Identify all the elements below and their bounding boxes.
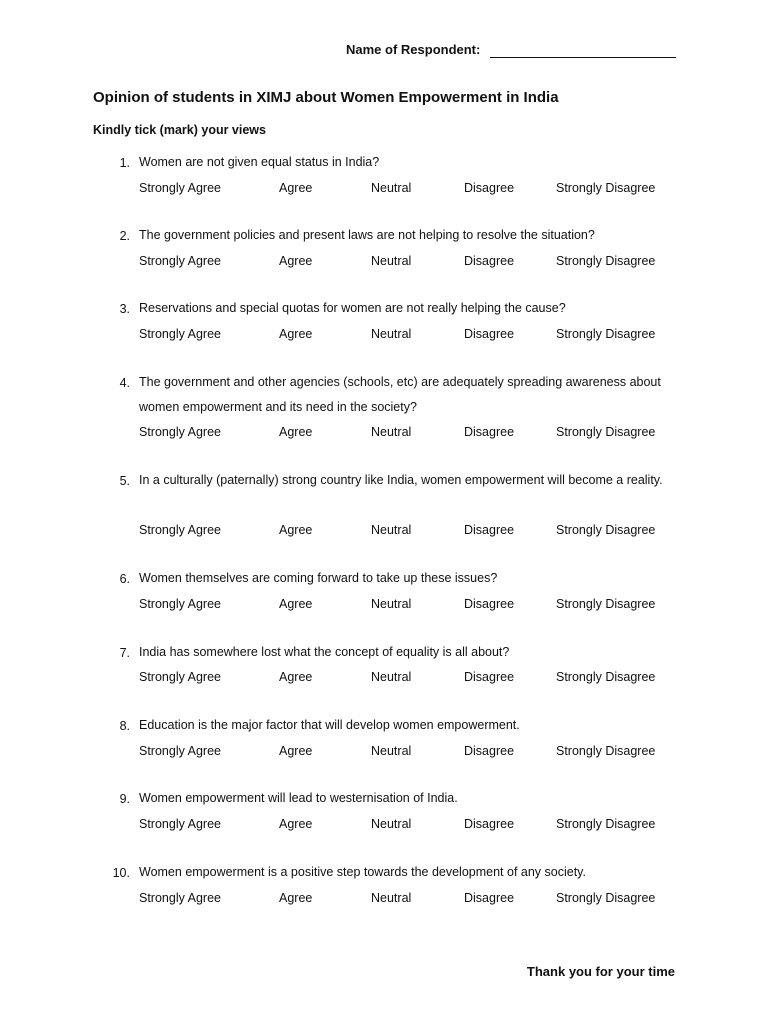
answer-option[interactable]: Disagree xyxy=(464,817,515,831)
question-text: India has somewhere lost what the concept of equality is all about? xyxy=(139,645,510,659)
answer-option[interactable]: Strongly Disagree xyxy=(556,254,656,268)
question-text: Women empowerment will lead to westernisation of India. xyxy=(139,791,458,805)
question-number: 1. xyxy=(119,156,130,170)
answer-option[interactable]: Neutral xyxy=(371,597,412,611)
answer-option[interactable]: Disagree xyxy=(464,744,515,758)
answer-option[interactable]: Strongly Agree xyxy=(139,670,221,684)
answer-option[interactable]: Neutral xyxy=(371,670,412,684)
answer-option[interactable]: Disagree xyxy=(464,891,515,905)
answer-option[interactable]: Agree xyxy=(279,254,313,268)
answer-option[interactable]: Strongly Agree xyxy=(139,597,221,611)
answer-option[interactable]: Strongly Agree xyxy=(139,891,221,905)
answer-option[interactable]: Agree xyxy=(279,523,313,537)
answer-option[interactable]: Strongly Disagree xyxy=(556,891,656,905)
answer-option[interactable]: Disagree xyxy=(464,181,515,195)
answer-option[interactable]: Neutral xyxy=(371,254,412,268)
answer-options xyxy=(0,817,768,833)
question-text: In a culturally (paternally) strong country like India, women empowerment will become a reality. xyxy=(139,473,663,487)
question-number: 3. xyxy=(119,302,130,316)
answer-option[interactable]: Strongly Agree xyxy=(139,425,221,439)
answer-option[interactable]: Neutral xyxy=(371,891,412,905)
question-number: 2. xyxy=(119,229,130,243)
answer-options xyxy=(0,670,768,686)
answer-option[interactable]: Strongly Disagree xyxy=(556,327,656,341)
question-number: 5. xyxy=(119,474,130,488)
answer-option[interactable]: Disagree xyxy=(464,327,515,341)
question-number: 10. xyxy=(112,866,130,880)
answer-options xyxy=(0,181,768,197)
answer-option[interactable]: Agree xyxy=(279,181,313,195)
answer-option[interactable]: Strongly Agree xyxy=(139,254,221,268)
question-text: Reservations and special quotas for women are not really helping the cause? xyxy=(139,301,566,315)
answer-option[interactable]: Strongly Disagree xyxy=(556,670,656,684)
answer-option[interactable]: Agree xyxy=(279,891,313,905)
answer-options xyxy=(0,327,768,343)
answer-option[interactable]: Agree xyxy=(279,425,313,439)
answer-options xyxy=(0,523,768,539)
answer-option[interactable]: Strongly Agree xyxy=(139,817,221,831)
answer-option[interactable]: Strongly Disagree xyxy=(556,425,656,439)
answer-option[interactable]: Agree xyxy=(279,817,313,831)
question-text: Women are not given equal status in India? xyxy=(139,155,380,169)
answer-option[interactable]: Disagree xyxy=(464,597,515,611)
answer-options xyxy=(0,891,768,907)
answer-option[interactable]: Disagree xyxy=(464,254,515,268)
answer-option[interactable]: Neutral xyxy=(371,425,412,439)
respondent-label: Name of Respondent: xyxy=(346,42,481,57)
question-text: Education is the major factor that will develop women empowerment. xyxy=(139,718,520,732)
question-text: The government and other agencies (schools, etc) are adequately spreading awareness about women empowerment and its need in the society? xyxy=(139,375,661,414)
answer-option[interactable]: Strongly Agree xyxy=(139,523,221,537)
answer-option[interactable]: Strongly Agree xyxy=(139,744,221,758)
answer-option[interactable]: Agree xyxy=(279,327,313,341)
thank-you-note: Thank you for your time xyxy=(526,964,675,979)
answer-option[interactable]: Disagree xyxy=(464,425,515,439)
answer-options xyxy=(0,744,768,760)
answer-options xyxy=(0,597,768,613)
answer-option[interactable]: Agree xyxy=(279,597,313,611)
respondent-name-field[interactable] xyxy=(490,57,676,58)
answer-option[interactable]: Disagree xyxy=(464,670,515,684)
answer-option[interactable]: Strongly Agree xyxy=(139,327,221,341)
question-text: Women themselves are coming forward to take up these issues? xyxy=(139,571,498,585)
answer-options xyxy=(0,425,768,441)
answer-option[interactable]: Agree xyxy=(279,744,313,758)
page-title: Opinion of students in XIMJ about Women Empowerment in India xyxy=(93,89,559,106)
answer-option[interactable]: Strongly Disagree xyxy=(556,181,656,195)
answer-option[interactable]: Neutral xyxy=(371,327,412,341)
question-number: 8. xyxy=(119,719,130,733)
answer-option[interactable]: Strongly Disagree xyxy=(556,817,656,831)
answer-option[interactable]: Agree xyxy=(279,670,313,684)
answer-option[interactable]: Strongly Disagree xyxy=(556,744,656,758)
answer-option[interactable]: Strongly Agree xyxy=(139,181,221,195)
answer-option[interactable]: Strongly Disagree xyxy=(556,523,656,537)
answer-option[interactable]: Neutral xyxy=(371,744,412,758)
question-number: 9. xyxy=(119,792,130,806)
instruction-text: Kindly tick (mark) your views xyxy=(93,123,266,137)
question-text: The government policies and present laws are not helping to resolve the situation? xyxy=(139,228,595,242)
answer-option[interactable]: Strongly Disagree xyxy=(556,597,656,611)
question-number: 4. xyxy=(119,376,130,390)
answer-options xyxy=(0,254,768,270)
answer-option[interactable]: Disagree xyxy=(464,523,515,537)
question-number: 7. xyxy=(119,646,130,660)
answer-option[interactable]: Neutral xyxy=(371,817,412,831)
question-number: 6. xyxy=(119,572,130,586)
answer-option[interactable]: Neutral xyxy=(371,523,412,537)
question-text: Women empowerment is a positive step towards the development of any society. xyxy=(139,865,586,879)
answer-option[interactable]: Neutral xyxy=(371,181,412,195)
